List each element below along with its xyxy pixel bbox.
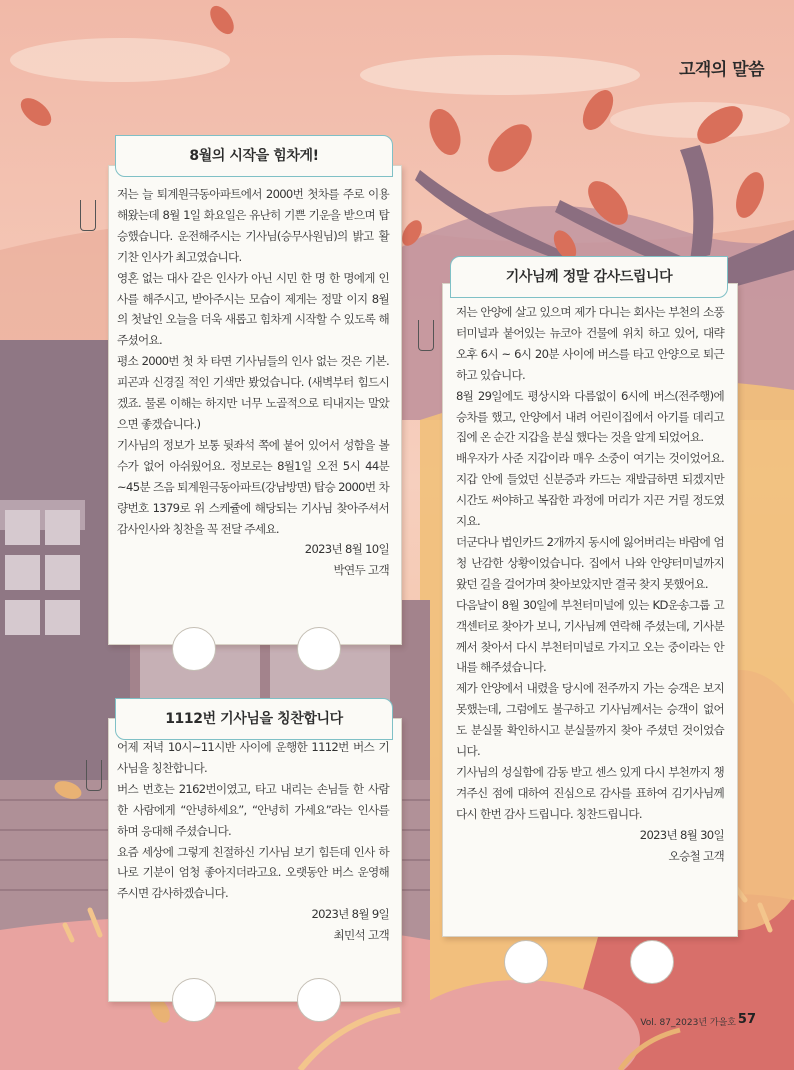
binder-hole (172, 978, 216, 1022)
card-1-paragraph: 평소 2000번 첫 차 타면 기사님들의 인사 없는 것은 기본. 피곤과 신경질 적인 기색만 봤었습니다. (새벽부터 힘드시겠죠. 물론 이해는 하지만 너무 노골적으로 티내지는 말았으면 좋겠습니다.) (117, 354, 389, 431)
binder-hole (504, 940, 548, 984)
card-1-paragraph: 기사님의 정보가 보통 뒷좌석 쪽에 붙어 있어서 성함을 볼 수가 없어 아쉬웠어요. 정보로는 8월1일 오전 5시 44분~45분 즈음 퇴계원극동아파트(강남방면) 탑승 2000번 차량번호 1379로 위 스케쥴에 해당되는 기사님 찾아주셔서 감사인사와 칭찬을 꼭 전달 주세요. (117, 437, 389, 536)
card-1-author: 박연두 고객 (333, 563, 389, 578)
card-3-paragraph: 제가 안양에서 내렸을 당시에 전주까지 가는 승객은 보지 못했는데, 그럼에도 불구하고 기사님께서는 승객이 없어도 분실물 확인하시고 분실물까지 찾아 주셨던 것이었습니다. (456, 681, 724, 759)
testimonial-card-2-title: 1112번 기사님을 칭찬합니다 (115, 698, 393, 740)
card-1-paragraph: 영혼 없는 대사 같은 인사가 아닌 시민 한 명 한 명에게 인사를 해주시고, 받아주시는 모습이 제게는 정말 이지 8월의 첫날인 오늘을 더욱 새롭고 힘차게 시작할 수 있도록 해주셨어요. (117, 270, 389, 348)
card-2-author: 최민석 고객 (333, 928, 389, 943)
card-3-paragraph: 다음날이 8월 30일에 부천터미널에 있는 KD운송그룹 고객센터로 찾아가 보니, 기사님께 연락해 주셨는데, 기사분께서 찾아서 다시 부천터미널로 가지고 오는 중이라는 안내를 해주셨습니다. (456, 597, 724, 675)
binder-clip-icon (86, 760, 102, 791)
testimonial-card-3 (442, 283, 738, 937)
card-2-paragraph: 버스 번호는 2162번이였고, 타고 내리는 손님들 한 사람 한 사람에게 “안녕하세요”, “안녕히 가세요”라는 인사를 하며 응대해 주셨습니다. (117, 781, 389, 838)
card-1-paragraph: 저는 늘 퇴계원극동아파트에서 2000번 첫차를 주로 이용해왔는데 8월 1일 화요일은 유난히 기쁜 기운을 받으며 탑승했습니다. 운전해주시는 기사님(승무사원님)의 밝고 활기찬 인사가 최고였습니다. (117, 187, 389, 264)
page-number: 57 (737, 1012, 756, 1027)
card-2-date: 2023년 8월 9일 (311, 907, 389, 922)
card-3-paragraph: 더군다나 법인카드 2개까지 동시에 잃어버리는 바람에 엄청 난감한 상황이었습니다. 집에서 나와 안양터미널까지 왔던 길을 걸어가며 찾아보았지만 결국 찾지 못했어요. (456, 534, 724, 591)
card-3-paragraph: 기사님의 성실함에 감동 받고 센스 있게 다시 부천까지 챙겨주신 점에 대하여 진심으로 감사를 표하여 김기사님께 다시 한번 감사 드립니다. 칭찬드립니다. (456, 764, 724, 821)
card-3-paragraph: 저는 안양에 살고 있으며 제가 다니는 회사는 부천의 소풍터미널과 붙어있는 뉴코아 건물에 위치 하고 있어, 대략 오후 6시 ~ 6시 20분 사이에 버스를 타고 안양으로 퇴근하고 있습니다. (456, 305, 724, 382)
binder-hole (630, 940, 674, 984)
card-2-paragraph: 어제 저녁 10시~11시반 사이에 운행한 1112번 버스 기사님을 칭찬합니다. (117, 740, 389, 775)
issue-label: Vol. 87_2023년 가을호 (640, 1018, 736, 1028)
card-2-paragraph: 요즘 세상에 그렇게 친절하신 기사님 보기 힘든데 인사 하나로 기분이 엄청 좋아지더라고요. 오랫동안 버스 운영해주시면 감사하겠습니다. (117, 844, 389, 901)
card-1-date: 2023년 8월 10일 (304, 542, 389, 557)
testimonial-card-3-title: 기사님께 정말 감사드립니다 (450, 256, 728, 298)
testimonial-card-2-body (117, 737, 389, 946)
binder-hole (297, 627, 341, 671)
testimonial-card-1-body (117, 184, 389, 581)
testimonial-card-1-title: 8월의 시작을 힘차게! (115, 135, 393, 177)
testimonial-card-3-body (456, 302, 724, 866)
binder-clip-icon (80, 200, 96, 231)
card-3-author: 오승철 고객 (668, 848, 724, 863)
testimonial-card-2 (108, 718, 402, 1002)
binder-hole (172, 627, 216, 671)
section-title: 고객의 말씀 (678, 60, 764, 80)
binder-clip-icon (418, 320, 434, 351)
card-3-date: 2023년 8월 30일 (639, 827, 724, 842)
testimonial-card-1 (108, 165, 402, 645)
binder-hole (297, 978, 341, 1022)
card-3-paragraph: 배우자가 사준 지갑이라 매우 소중이 여기는 것이었어요. 지갑 안에 들었던 신분증과 카드는 재발급하면 되겠지만 시간도 써야하고 복잡한 과정에 머리가 지끈 거릴 정도였지요. (456, 451, 724, 529)
card-3-paragraph: 8월 29일에도 평상시와 다름없이 6시에 버스(전주행)에 승차를 했고, 안양에서 내려 어린이집에서 아기를 데리고 집에 온 순간 지갑을 분실 했다는 것을 알게 되었어요. (456, 388, 724, 445)
